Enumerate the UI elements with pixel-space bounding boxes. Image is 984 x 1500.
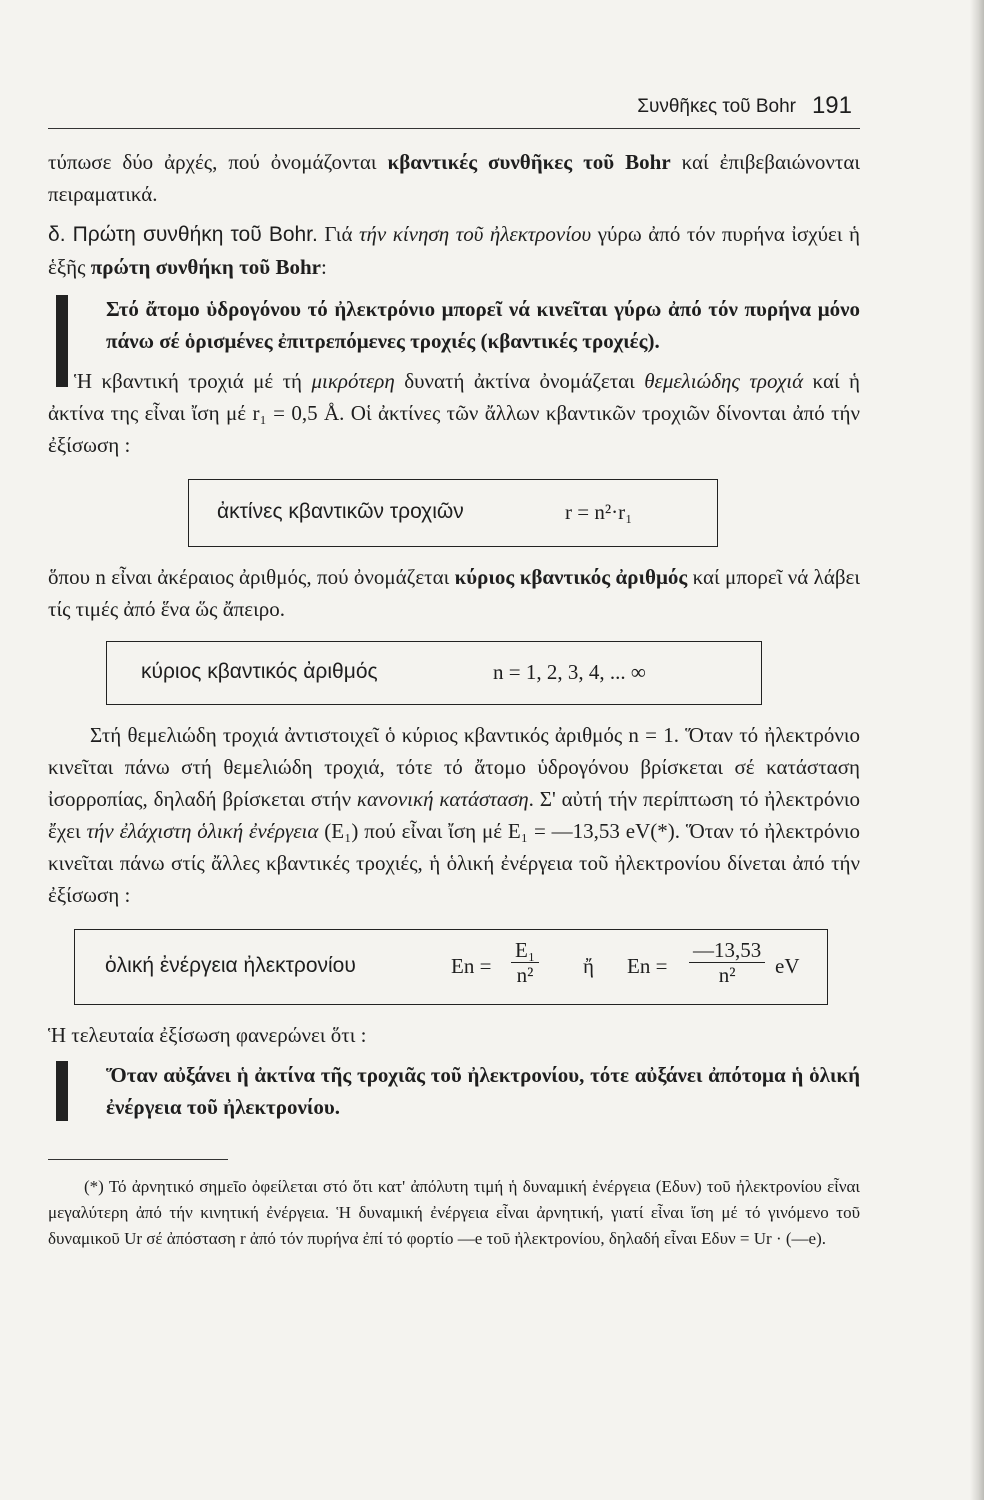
page-body <box>48 146 860 1252</box>
emphasis: τήν ἐλάχιστη ὁλική ἐνέργεια <box>86 819 319 843</box>
highlight-bar <box>56 295 68 387</box>
page-header <box>48 92 860 124</box>
page-number: 191 <box>811 92 852 119</box>
energy-lhs: En = <box>627 954 668 978</box>
energy-lhs: En = <box>451 954 492 978</box>
paragraph-energy <box>48 719 860 911</box>
formula-box-total-energy <box>74 929 828 1005</box>
formula-box-orbit-radius <box>188 479 718 547</box>
paragraph-quantum-number <box>48 561 860 625</box>
fraction-numerator: E₁ <box>511 938 539 963</box>
formula-label: ὁλική ἐνέργεια ἠλεκτρονίου <box>105 954 356 977</box>
text: . Σ' αὐτή τήν περίπτωση τό ἠλεκτρόνιο ἔχει <box>48 787 860 843</box>
section-heading: δ. Πρώτη συνθήκη τοῦ Bohr. <box>48 223 318 246</box>
text: Γιά <box>317 222 359 246</box>
footnote <box>48 1174 860 1252</box>
text: Στή θεμελιώδη τροχιά ἀντιστοιχεῖ ὁ κύριος κβαντικός ἀριθμός n = 1. Ὅταν τό ἠλεκτρόνιο κινεῖται πάνω στή θεμελιώδη τροχιά, τότε τό ἄτομο ὑδρογόνου βρίσκεται σέ κατάσταση ἰσορροπίας, δηλαδή βρίσκεται στήν <box>48 723 860 811</box>
text: (E₁) πού εἶναι ἴση μέ E₁ = —13,53 eV(*). Ὅταν τό ἠλεκτρόνιο κινεῖται πάνω στίς ἄλλες κβαντικές τροχιές, ἡ ὁλική ἐνέργεια τοῦ ἠλεκτρονίου δίνεται ἀπό τήν ἐξίσωση : <box>48 819 860 907</box>
highlight-statement-1 <box>48 293 860 357</box>
text: : <box>320 255 327 279</box>
footnote-rule <box>48 1159 228 1160</box>
text: καί μπορεῖ νά λάβει τίς τιμές ἀπό ἕνα ὥς ἄπειρο. <box>48 565 860 621</box>
highlight-statement-2 <box>48 1059 860 1123</box>
page-spine-shadow <box>970 0 984 1500</box>
emphasis: κανονική κατάσταση <box>356 787 529 811</box>
fraction-e1-over-n2 <box>511 938 539 987</box>
term-first-condition: πρώτη συνθήκη τοῦ Bohr <box>90 255 321 279</box>
highlight-bar <box>56 1061 68 1121</box>
term-bohr-conditions: κβαντικές συνθῆκες τοῦ Bohr <box>387 150 671 174</box>
text: γύρω ἀπό τόν πυρήνα ἰσχύει ἡ ἑξῆς <box>48 222 860 279</box>
text: τύπωσε δύο ἀρχές, πού ὀνομάζονται <box>48 150 388 174</box>
term-principal-quantum-number: κύριος κβαντικός ἀριθμός <box>454 565 688 589</box>
statement-text: Ὅταν αὐξάνει ἡ ἀκτίνα τῆς τροχιᾶς τοῦ ἠλεκτρονίου, τότε αὐξάνει ἀπότομα ἡ ὁλική ἐνέργεια τοῦ ἠλεκτρονίου. <box>106 1063 860 1119</box>
formula-label: ἀκτίνες κβαντικῶν τροχιῶν <box>217 500 464 523</box>
text: δυνατή ἀκτίνα ὀνομάζεται <box>394 369 645 393</box>
paragraph-ground-orbit <box>48 365 860 461</box>
text: καί ἐπιβεβαιώνονται πειραματικά. <box>48 150 860 206</box>
text: καί ἡ ἀκτίνα της εἶναι ἴση μέ r₁ = 0,5 Å. Οἱ ἀκτίνες τῶν ἄλλων κβαντικῶν τροχιῶν δίνονται ἀπό τήν ἐξίσωση : <box>48 369 860 457</box>
footnote-text: (*) Τό ἀρνητικό σημεῖο ὀφείλεται στό ὅτι κατ' ἀπόλυτη τιμή ἡ δυναμική ἐνέργεια (Eδυν) τοῦ ἠλεκτρονίου εἶναι μεγαλύτερη ἀπό τήν κινητική ἐνέργεια. Ἡ δυναμική ἐνέργεια εἶναι ἀρνητική, γιατί εἶναι ἴση μέ τό γινόμενο τοῦ δυναμικοῦ Ur σέ ἀπόσταση r ἀπό τόν πυρήνα ἐπί τό φορτίο —e τοῦ ἠλεκτρονίου, δηλαδή εἶναι Eδυν = Ur · (—e). <box>48 1177 860 1248</box>
fraction-denominator: n² <box>516 963 534 987</box>
formula-label: κύριος κβαντικός ἀριθμός <box>141 660 378 683</box>
emphasis: μικρότερη <box>311 369 395 393</box>
formula-equation: n = 1, 2, 3, 4, ... ∞ <box>493 660 646 684</box>
or-word: ἤ <box>583 954 594 978</box>
text: Ἡ κβαντική τροχιά μέ τή <box>74 369 312 393</box>
energy-unit: eV <box>775 954 800 978</box>
formula-equation: r = n²·r₁ <box>565 500 633 524</box>
fraction-13-53-over-n2 <box>689 938 765 987</box>
paragraph-first-condition <box>48 218 860 283</box>
statement-text: Στό ἄτομο ὑδρογόνου τό ἠλεκτρόνιο μπορεῖ νά κινεῖται γύρω ἀπό τόν πυρήνα μόνο πάνω σέ ὁρισμένες ἐπιτρεπόμενες τροχιές (κβαντικές τροχιές). <box>106 297 860 353</box>
formula-box-quantum-number <box>106 641 762 705</box>
fraction-numerator: —13,53 <box>689 938 765 963</box>
fraction-denominator: n² <box>718 963 736 987</box>
emphasis: θεμελιώδης τροχιά <box>644 369 804 393</box>
emphasis: τήν κίνηση τοῦ ἠλεκτρονίου <box>358 222 592 246</box>
header-rule <box>48 128 860 129</box>
running-title: Συνθῆκες τοῦ Bohr <box>637 96 796 117</box>
paragraph-intro <box>48 146 860 210</box>
paragraph-conclusion-intro: Ἡ τελευταία ἐξίσωση φανερώνει ὅτι : <box>48 1023 367 1047</box>
text: ὅπου n εἶναι ἀκέραιος ἀριθμός, πού ὀνομάζεται <box>48 565 455 589</box>
